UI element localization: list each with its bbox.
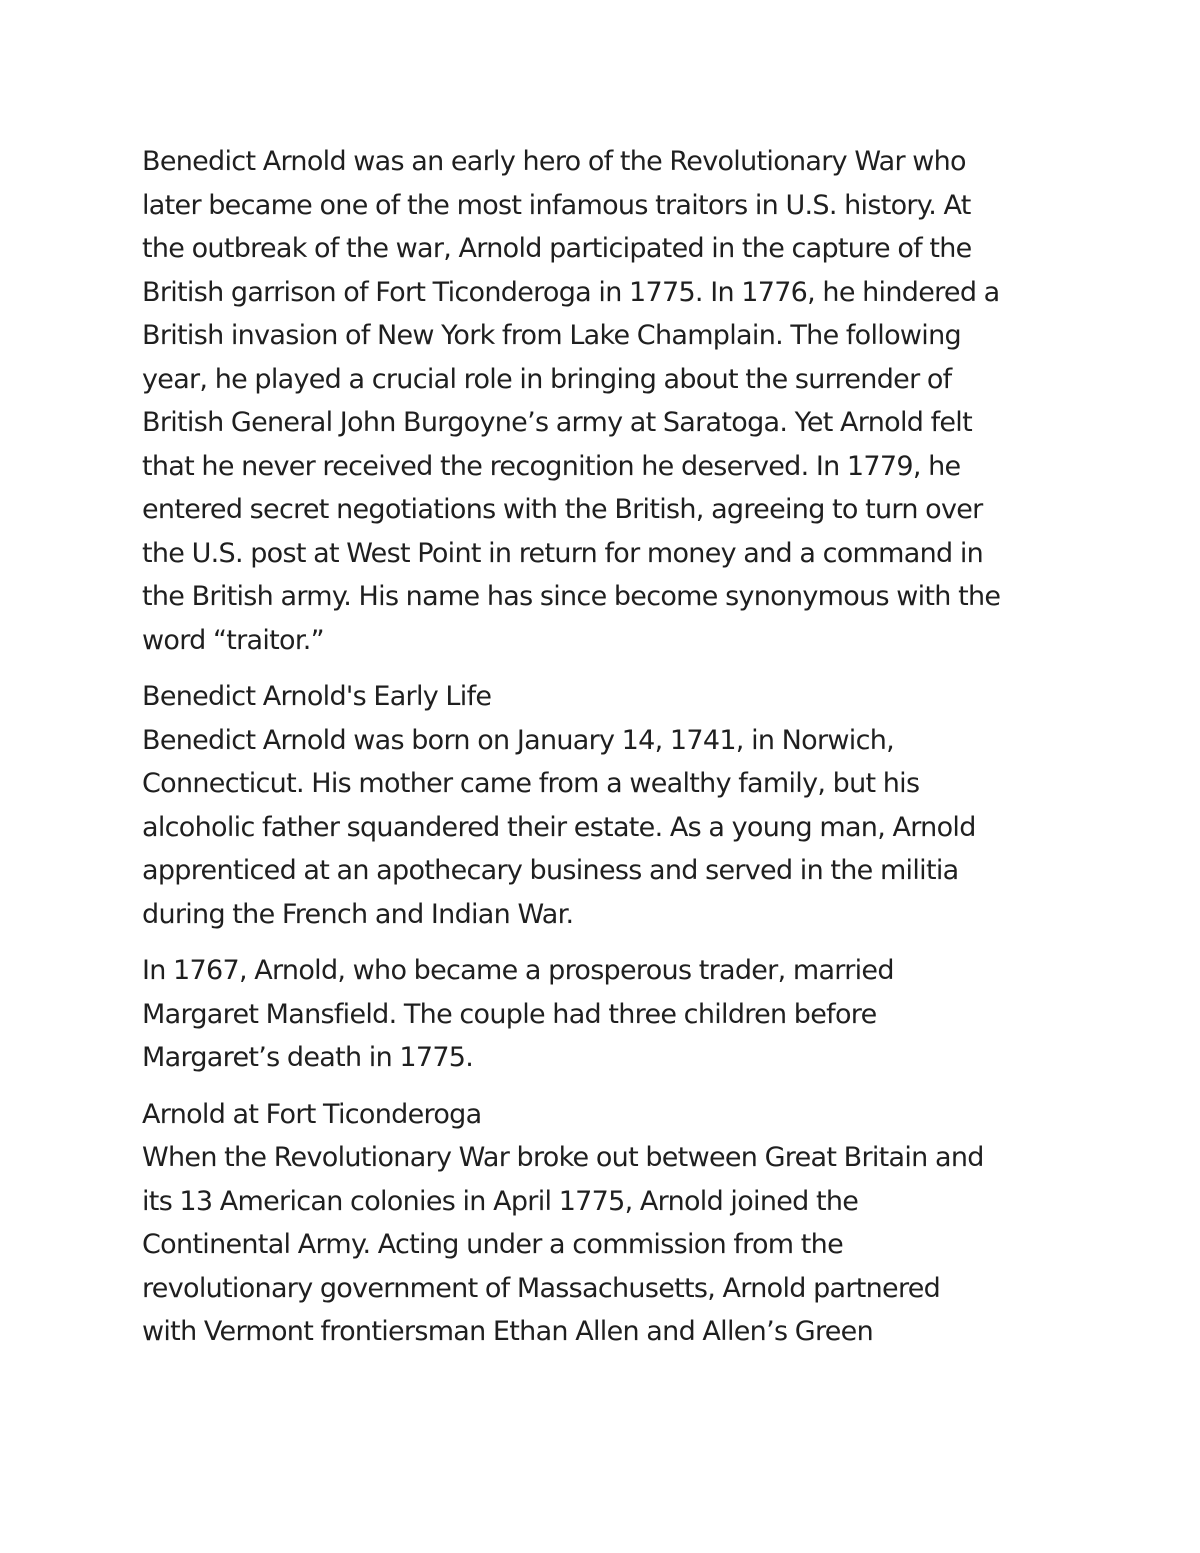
- text-line: British General John Burgoyne’s army at Saratoga. Yet Arnold felt: [142, 407, 972, 438]
- text-line: Benedict Arnold was an early hero of the Revolutionary War who: [142, 146, 966, 177]
- text-line: apprenticed at an apothecary business and served in the militia: [142, 855, 959, 886]
- text-line: entered secret negotiations with the British, agreeing to turn over: [142, 494, 983, 525]
- text-line: British invasion of New York from Lake Champlain. The following: [142, 320, 961, 351]
- text-line: Continental Army. Acting under a commission from the: [142, 1229, 844, 1260]
- text-line: word “traitor.”: [142, 624, 324, 656]
- text-line: the U.S. post at West Point in return for money and a command in: [142, 537, 984, 569]
- text-line: revolutionary government of Massachusetts, Arnold partnered: [142, 1272, 941, 1304]
- early-life-paragraph-1: [142, 719, 1072, 937]
- text-line: with Vermont frontiersman Ethan Allen and Allen’s Green: [142, 1316, 873, 1347]
- text-line: When the Revolutionary War broke out between Great Britain and: [142, 1142, 984, 1173]
- text-line: Margaret’s death in 1775.: [142, 1042, 474, 1073]
- section-heading-ticonderoga: Arnold at Fort Ticonderoga: [142, 1098, 482, 1130]
- text-line: alcoholic father squandered their estate. As a young man, Arnold: [142, 811, 976, 843]
- text-line: during the French and Indian War.: [142, 898, 574, 930]
- intro-paragraph: [142, 140, 1072, 662]
- text-line: later became one of the most infamous traitors in U.S. history. At: [142, 189, 971, 221]
- text-line: the outbreak of the war, Arnold participated in the capture of the: [142, 233, 972, 264]
- text-line: Connecticut. His mother came from a wealthy family, but his: [142, 768, 920, 799]
- text-line: its 13 American colonies in April 1775, Arnold joined the: [142, 1185, 859, 1217]
- ticonderoga-paragraph-1: [142, 1136, 1072, 1354]
- section-heading-early-life: Benedict Arnold's Early Life: [142, 681, 492, 712]
- text-line: Benedict Arnold was born on January 14, 1741, in Norwich,: [142, 724, 895, 756]
- text-line: that he never received the recognition he deserved. In 1779, he: [142, 450, 961, 482]
- text-line: In 1767, Arnold, who became a prosperous trader, married: [142, 955, 894, 986]
- early-life-paragraph-2: [142, 949, 1072, 1080]
- document-page: [142, 140, 1072, 1367]
- text-line: Margaret Mansfield. The couple had three children before: [142, 998, 877, 1030]
- text-line: British garrison of Fort Ticonderoga in 1775. In 1776, he hindered a: [142, 276, 1000, 308]
- text-line: year, he played a crucial role in bringing about the surrender of: [142, 363, 952, 395]
- text-line: the British army. His name has since become synonymous with the: [142, 581, 1001, 612]
